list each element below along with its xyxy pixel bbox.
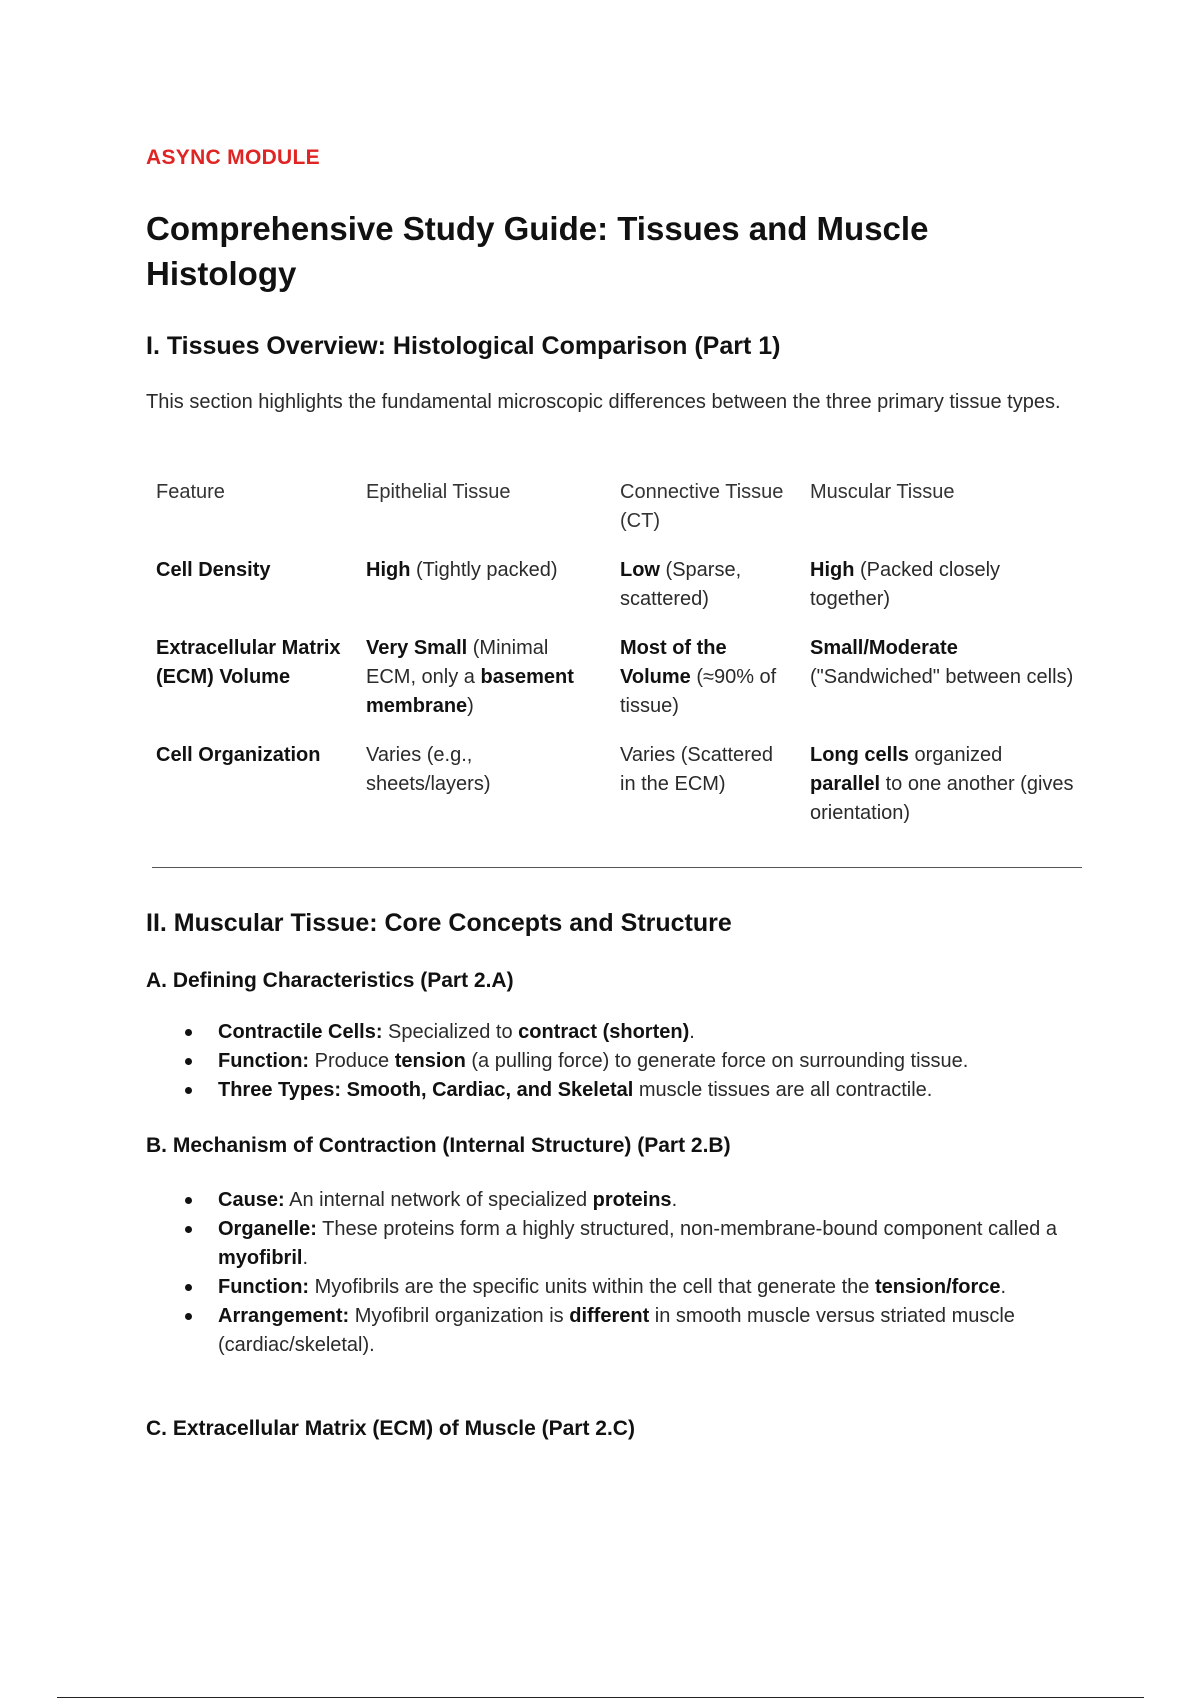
row-feature: Extracellular Matrix (ECM) Volume — [156, 637, 341, 688]
list-item: Arrangement: Myofibril organization is different in smooth muscle versus striated muscle (cardiac/skeletal). — [218, 1302, 1088, 1360]
cell-epithelial: High (Tightly packed) — [366, 559, 558, 581]
tissue-comparison-table — [146, 478, 1086, 848]
cell-connective: Most of the Volume (≈90% of tissue) — [620, 637, 777, 717]
table-row — [146, 634, 1086, 741]
cell-connective: Varies (Scattered in the ECM) — [620, 744, 774, 795]
list-item: Function: Produce tension (a pulling force) to generate force on surrounding tissue. — [218, 1047, 1088, 1076]
subsection-c-heading: C. Extracellular Matrix (ECM) of Muscle (Part 2.C) — [146, 1417, 635, 1440]
table-header-cell: Feature — [156, 481, 225, 503]
cell-muscular: Long cells organized parallel to one another (gives orientation) — [810, 744, 1074, 824]
section-1-heading: I. Tissues Overview: Histological Comparison (Part 1) — [146, 332, 781, 360]
table-header-row — [146, 478, 1086, 556]
table-header-cell: Connective Tissue (CT) — [620, 481, 784, 532]
row-feature: Cell Organization — [156, 744, 321, 766]
section-divider — [152, 867, 1082, 868]
table-row — [146, 556, 1086, 634]
list-item: Cause: An internal network of specialized proteins. — [218, 1186, 1088, 1215]
subsection-b-heading: B. Mechanism of Contraction (Internal Structure) (Part 2.B) — [146, 1134, 731, 1157]
list-item: Organelle: These proteins form a highly structured, non-membrane-bound component called a myofibril. — [218, 1215, 1088, 1273]
list-item: Function: Myofibrils are the specific units within the cell that generate the tension/force. — [218, 1273, 1088, 1302]
section-1-intro: This section highlights the fundamental microscopic differences between the three primary tissue types. — [146, 391, 1061, 413]
cell-epithelial: Varies (e.g., sheets/layers) — [366, 744, 491, 795]
subsection-a-list — [146, 1018, 1088, 1105]
list-item: Three Types: Smooth, Cardiac, and Skeletal muscle tissues are all contractile. — [218, 1076, 1088, 1105]
cell-muscular: High (Packed closely together) — [810, 559, 1001, 610]
document-title: Comprehensive Study Guide: Tissues and Muscle Histology — [146, 210, 929, 292]
table-header-cell: Epithelial Tissue — [366, 481, 511, 503]
cell-muscular: Small/Moderate ("Sandwiched" between cells) — [810, 637, 1074, 688]
section-2-heading: II. Muscular Tissue: Core Concepts and Structure — [146, 909, 732, 937]
table-row — [146, 741, 1086, 848]
cell-epithelial: Very Small (Minimal ECM, only a basement membrane) — [366, 637, 574, 717]
table-header-cell: Muscular Tissue — [810, 481, 955, 503]
subsection-a-heading: A. Defining Characteristics (Part 2.A) — [146, 969, 514, 992]
list-item: Contractile Cells: Specialized to contract (shorten). — [218, 1018, 1088, 1047]
subsection-b-list — [146, 1186, 1088, 1360]
cell-connective: Low (Sparse, scattered) — [620, 559, 742, 610]
module-label: ASYNC MODULE — [146, 146, 320, 169]
row-feature: Cell Density — [156, 559, 271, 581]
page-bottom-rule — [57, 1697, 1144, 1698]
